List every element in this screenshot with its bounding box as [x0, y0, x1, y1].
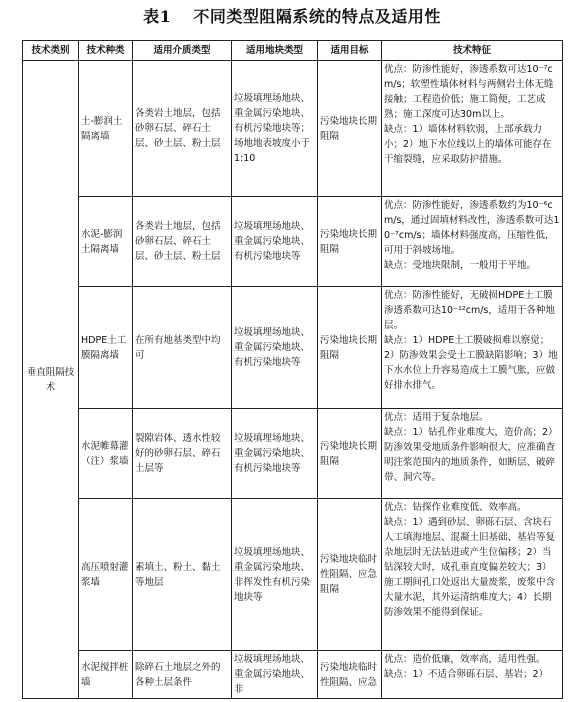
header-features: 技术特征 — [382, 41, 563, 61]
features-pros: 优点：造价低廉，效率高，适用性强。 — [384, 654, 546, 665]
table-row — [23, 61, 563, 197]
features-cell — [382, 499, 563, 651]
target-cell: 污染地块临时性阻隔、应急 — [318, 651, 382, 699]
kind-cell: 水泥帷幕灌（注）浆墙 — [79, 409, 133, 499]
kind-cell: 高压喷射灌浆墙 — [79, 499, 133, 651]
features-pros: 优点：防渗性能好，渗透系数约为10⁻⁶cm/s，通过固填材料改性，渗透系数可达10⁻⁷cm/s；墙体材料强度高，压缩性低，可用于斜坡场地。 — [384, 200, 560, 256]
kind-cell: 土-膨润土隔离墙 — [79, 61, 133, 197]
site-cell: 垃圾填埋场地块、重金属污染地块、非 — [232, 651, 318, 699]
header-target: 适用目标 — [318, 41, 382, 61]
features-cons: 缺点：1）钻孔作业难度大，造价高；2）防渗效果受地质条件影响很大，应准确查明注浆范围内的地质条件，如断层、破碎带、洞穴等。 — [384, 427, 558, 483]
features-cell — [382, 61, 563, 197]
features-pros: 优点：适用于复杂地层。 — [384, 412, 489, 423]
medium-cell: 各类岩土地层，包括砂卵石层、碎石土层、砂土层、粉土层 — [133, 61, 232, 197]
features-cons: 缺点：1）遇到砂层、卵砾石层、含块石人工填海地层、混凝土旧基础、基岩等复杂地层时无法钻进或产生位偏移；2）当钻深较大时，成孔垂直度偏差较大；3）施工期间孔口处返出大量废浆，废浆中含大量水泥，其外运清纳难度大；4）长期防渗效果不能得到保证。 — [384, 517, 556, 618]
table-row — [23, 651, 563, 699]
comparison-table — [22, 40, 563, 699]
target-cell: 污染地块长期阻隔 — [318, 197, 382, 287]
features-cell — [382, 287, 563, 409]
site-cell: 垃圾填埋场地块、重金属污染地块、非挥发性有机污染地块等 — [232, 499, 318, 651]
table-row — [23, 499, 563, 651]
table-row — [23, 197, 563, 287]
target-cell: 污染地块长期阻隔 — [318, 409, 382, 499]
features-cell — [382, 197, 563, 287]
table-title-text: 不同类型阻隔系统的特点及适用性 — [193, 7, 441, 26]
features-pros: 优点：钻探作业难度低、效率高。 — [384, 502, 527, 513]
target-cell: 污染地块长期阻隔 — [318, 287, 382, 409]
medium-cell: 在所有地基类型中均可 — [133, 287, 232, 409]
site-cell: 垃圾填埋场地块、重金属污染地块、有机污染地块等 — [232, 287, 318, 409]
header-category: 技术类别 — [23, 41, 79, 61]
features-pros: 优点：防渗性能好，渗透系数可达10⁻⁷cm/s；软塑性墙体材料与两侧岩土体无缝接触；工程造价低；施工简便，工艺成熟；施工深度可达30m以上。 — [384, 64, 554, 120]
features-pros: 优点：防渗性能好，无破损HDPE土工膜渗透系数可达10⁻¹²cm/s，适用于各种地层。 — [384, 290, 555, 331]
header-medium: 适用介质类型 — [133, 41, 232, 61]
site-cell: 垃圾填埋场地块、重金属污染地块、有机污染地块等 — [232, 409, 318, 499]
medium-cell: 除碎石土地层之外的各种土层条件 — [133, 651, 232, 699]
kind-cell: 水泥-膨润土隔离墙 — [79, 197, 133, 287]
features-cons: 缺点：1）不适合卵砾石层、基岩；2） — [384, 669, 549, 680]
kind-cell: 水泥搅拌桩墙 — [79, 651, 133, 699]
features-cons: 缺点：受地块限制，一般用于平地。 — [384, 260, 537, 271]
table-row — [23, 287, 563, 409]
features-cons: 缺点：1）墙体材料软弱，上部承载力小；2）地下水位线以上的墙体可能存在干缩裂缝，应采取防护措施。 — [384, 124, 552, 165]
header-row — [23, 41, 563, 61]
table-title — [0, 0, 584, 34]
target-cell: 污染地块临时性阻隔、应急阻隔 — [318, 499, 382, 651]
table-row — [23, 409, 563, 499]
medium-cell: 各类岩土地层，包括砂卵石层、碎石土层、砂土层、粉土层 — [133, 197, 232, 287]
header-site: 适用地块类型 — [232, 41, 318, 61]
site-cell: 垃圾填埋场地块、重金属污染地块、有机污染地块等 — [232, 197, 318, 287]
site-cell: 垃圾填埋场地块、重金属污染地块、有机污染地块等；场地地表坡度小于1:10 — [232, 61, 318, 197]
table-number: 表1 — [143, 7, 172, 26]
target-cell: 污染地块长期阻隔 — [318, 61, 382, 197]
category-cell: 垂直阻隔技术 — [23, 61, 79, 699]
header-kind: 技术种类 — [79, 41, 133, 61]
medium-cell: 素填土、粉土、黏土等地层 — [133, 499, 232, 651]
kind-cell: HDPE土工膜隔离墙 — [79, 287, 133, 409]
features-cell — [382, 651, 563, 699]
features-cell — [382, 409, 563, 499]
features-cons: 缺点：1）HDPE土工膜破损难以察觉；2）防渗效果会受土工膜缺陷影响；3）地下水水位上升容易造成土工膜气胀，应做好排水排气。 — [384, 335, 558, 391]
medium-cell: 裂隙岩体、透水性较好的砂卵石层、碎石土层等 — [133, 409, 232, 499]
